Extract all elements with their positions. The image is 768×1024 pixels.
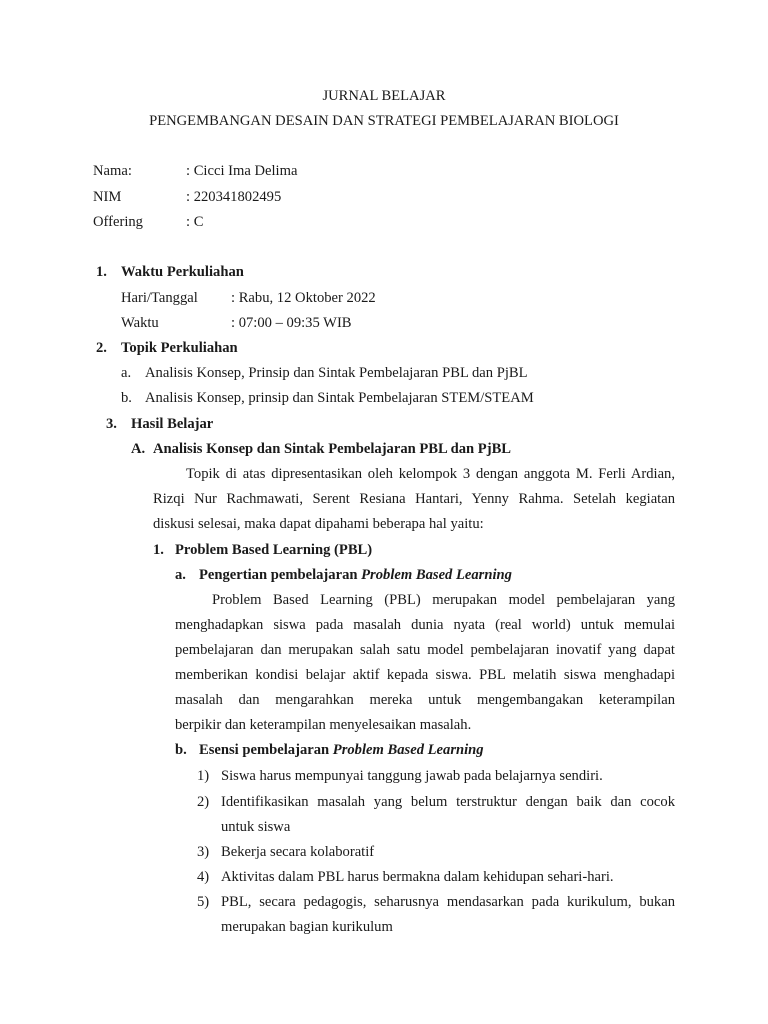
- point-a-heading-italic: Problem Based Learning: [361, 567, 512, 583]
- section2-number: 2.: [96, 340, 107, 356]
- document-title: JURNAL BELAJAR: [322, 88, 446, 104]
- pbl-heading: Problem Based Learning (PBL): [175, 542, 373, 558]
- essence-marker: 4): [197, 869, 210, 885]
- section2-heading: Topik Perkuliahan: [121, 340, 238, 356]
- essence-marker: 3): [197, 844, 210, 860]
- essence-item: Siswa harus mempunyai tanggung jawab pada belajarnya sendiri.: [221, 768, 603, 784]
- essence-marker: 5): [197, 894, 210, 910]
- essence-item: Aktivitas dalam PBL harus bermakna dalam kehidupan sehari-hari.: [221, 869, 614, 885]
- essence-item: PBL, secara pedagogis, seharusnya mendasarkan pada kurikulum, bukan: [221, 894, 675, 910]
- point-a-marker: a.: [175, 567, 186, 583]
- point-b-heading-text: Esensi pembelajaran: [199, 742, 333, 758]
- point-b-heading-italic: Problem Based Learning: [332, 742, 484, 758]
- essence-item: Bekerja secara kolaboratif: [221, 844, 375, 860]
- offering-value: : C: [186, 214, 204, 230]
- intro-line: diskusi selesai, maka dapat dipahami beberapa hal yaitu:: [153, 516, 484, 532]
- subsection-a-heading: Analisis Konsep dan Sintak Pembelajaran PBL dan PjBL: [153, 441, 512, 457]
- point-a-line: menghadapkan siswa pada masalah dunia nyata (real world) untuk memulai: [175, 617, 675, 633]
- name-label: Nama:: [93, 163, 132, 179]
- point-a-heading: [199, 566, 512, 584]
- point-a-line: masalah dan mengarahkan mereka untuk mengembangakan keterampilan: [175, 692, 675, 708]
- offering-label: Offering: [93, 214, 143, 230]
- nim-value: : 220341802495: [186, 189, 282, 205]
- intro-line: Rizqi Nur Rachmawati, Serent Resiana Hantari, Yenny Rahma. Setelah kegiatan: [153, 491, 675, 507]
- intro-line: Topik di atas dipresentasikan oleh kelompok 3 dengan anggota M. Ferli Ardian,: [186, 466, 675, 482]
- topic-item: Analisis Konsep, prinsip dan Sintak Pembelajaran STEM/STEAM: [145, 390, 534, 406]
- point-a-heading-text: Pengertian pembelajaran: [199, 567, 362, 583]
- point-b-heading: [199, 741, 484, 759]
- topic-item: Analisis Konsep, Prinsip dan Sintak Pembelajaran PBL dan PjBL: [145, 365, 528, 381]
- essence-item: Identifikasikan masalah yang belum terstruktur dengan baik dan cocok: [221, 794, 675, 810]
- section1-number: 1.: [96, 264, 107, 280]
- essence-item: merupakan bagian kurikulum: [221, 919, 393, 935]
- day-value: : Rabu, 12 Oktober 2022: [231, 290, 376, 306]
- document-subtitle: PENGEMBANGAN DESAIN DAN STRATEGI PEMBELAJARAN BIOLOGI: [149, 113, 619, 129]
- topic-marker: a.: [121, 365, 132, 381]
- point-a-line: berpikir dan keterampilan menyelesaikan masalah.: [175, 717, 472, 733]
- subsection-a-marker: A.: [131, 441, 146, 457]
- point-a-line: pembelajaran dan merupakan salah satu model pembelajaran inovatif yang dapat: [175, 642, 675, 658]
- essence-item: untuk siswa: [221, 819, 291, 835]
- section1-heading: Waktu Perkuliahan: [121, 264, 244, 280]
- essence-marker: 2): [197, 794, 210, 810]
- time-value: : 07:00 – 09:35 WIB: [231, 315, 352, 331]
- topic-marker: b.: [121, 390, 132, 406]
- day-label: Hari/Tanggal: [121, 290, 198, 306]
- essence-marker: 1): [197, 768, 210, 784]
- section3-number: 3.: [106, 416, 117, 432]
- section3-heading: Hasil Belajar: [131, 416, 214, 432]
- name-value: : Cicci Ima Delima: [186, 163, 298, 179]
- nim-label: NIM: [93, 189, 122, 205]
- pbl-number: 1.: [153, 542, 164, 558]
- time-label: Waktu: [121, 315, 159, 331]
- point-a-line: Problem Based Learning (PBL) merupakan model pembelajaran yang: [212, 592, 675, 608]
- point-b-marker: b.: [175, 742, 187, 758]
- point-a-line: memberikan kondisi belajar aktif kepada siswa. PBL melatih siswa menghadapi: [175, 667, 675, 683]
